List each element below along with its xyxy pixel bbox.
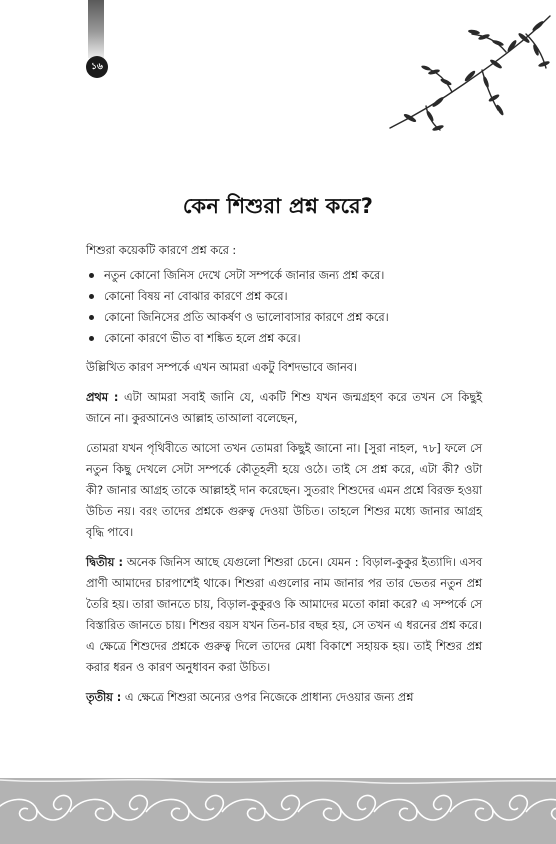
paragraph-third — [86, 687, 482, 708]
paragraph-lead: দ্বিতীয় : — [86, 556, 124, 569]
paragraph-text: এটা আমরা সবাই জানি যে, একটি শিশু যখন জন্মগ্রহণ করে তখন সে কিছুই জানে না। কুরআনেও আল্লাহ তাআলা বলেছেন, — [86, 391, 482, 425]
intro-text: শিশুরা কয়েকটি কারণে প্রশ্ন করে : — [86, 244, 237, 257]
paragraph-lead: তৃতীয় : — [86, 691, 122, 704]
page-title: কেন শিশুরা প্রশ্ন করে? — [182, 194, 374, 218]
list-item: কোনো বিষয় না বোঝার কারণে প্রশ্ন করে। — [86, 286, 482, 307]
leafy-branch-illustration — [386, 10, 554, 136]
footer-swirl-band — [0, 778, 556, 844]
summary-line: উল্লিখিত কারণ সম্পর্কে এখন আমরা একটু বিশদভাবে জানব। — [86, 361, 358, 374]
list-item: কোনো জিনিসের প্রতি আকর্ষণ ও ভালোবাসার কারণে প্রশ্ন করে। — [86, 307, 482, 328]
quran-paragraph: তোমরা যখন পৃথিবীতে আসো তখন তোমরা কিছুই জানো না। [সুরা নাহল, ৭৮] ফলে সে নতুন কিছু দেখলে সেটা সম্পর্কে কৌতূহলী হয়ে ওঠে। তাই সে প্রশ্ন করে, এটা কী? ওটা কী? জানার আগ্রহ তাকে আল্লাহই দান করেছেন। সুতরাং শিশুদের এমন প্রশ্নে বিরক্ত হওয়া উচিত নয়। বরং তাদের প্রশ্নকে গুরুত্ব দেওয়া উচিত। তাহলে শিশুর মধ্যে জানার আগ্রহ বৃদ্ধি পাবে। — [86, 442, 482, 539]
article-body — [86, 240, 482, 717]
paragraph-first — [86, 387, 482, 429]
paragraph-text: এ ক্ষেত্রে শিশুরা অন্যের ওপর নিজেকে প্রাধান্য দেওয়ার জন্য প্রশ্ন — [121, 691, 414, 704]
swirl-pattern — [0, 778, 556, 844]
paragraph-text: অনেক জিনিস আছে যেগুলো শিশুরা চেনে। যেমন : বিড়াল-কুকুর ইত্যাদি। এসব প্রাণী আমাদের চারপাশেই থাকে। শিশুরা এগুলোর নাম জানার পর তার ভেতর নতুন প্রশ্ন তৈরি হয়। তারা জানতে চায়, বিড়াল-কুকুরও কি আমাদের মতো কান্না করে? এ সম্পর্কে সে বিস্তারিত জানতে চায়। শিশুর বয়স যখন তিন-চার বছর হয়, সে তখন এ ধরনের প্রশ্ন করে। এ ক্ষেত্রে শিশুদের প্রশ্নকে গুরুত্ব দিলে তাদের মেধা বিকাশে সহায়ক হয়। তাই শিশুর প্রশ্ন করার ধরন ও কারণ অনুধাবন করা উচিত। — [86, 556, 482, 674]
paragraph-lead: প্রথম : — [86, 391, 119, 404]
list-item: নতুন কোনো জিনিস দেখে সেটা সম্পর্কে জানার জন্য প্রশ্ন করে। — [86, 265, 482, 286]
reasons-list — [86, 265, 482, 349]
paragraph-second — [86, 552, 482, 678]
list-item: কোনো কারণে ভীত বা শঙ্কিত হলে প্রশ্ন করে। — [86, 328, 482, 349]
page-tab-decoration — [88, 0, 104, 58]
page-number-badge: ১৬ — [86, 56, 108, 78]
